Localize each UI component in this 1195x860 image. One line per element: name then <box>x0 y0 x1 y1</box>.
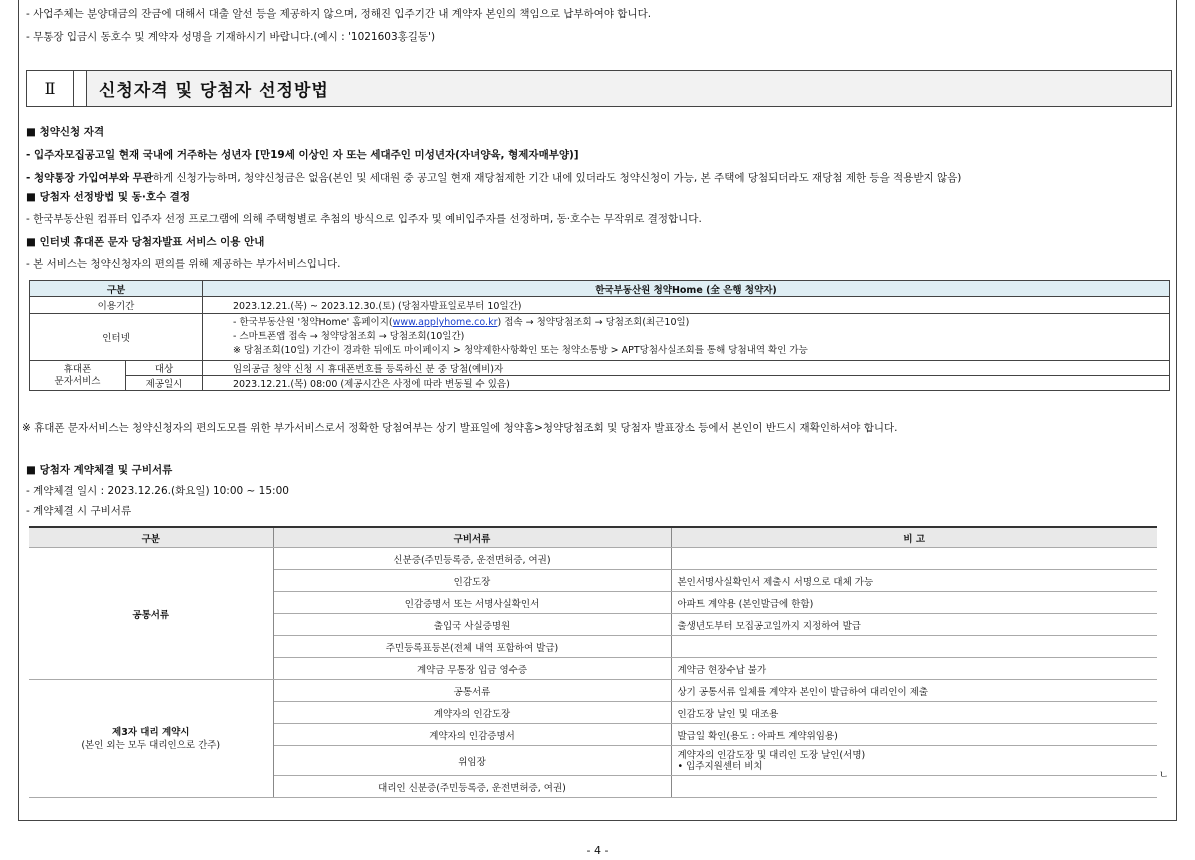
announcement-table-header <box>30 281 1170 297</box>
document-cell: 계약자의 인감도장 <box>273 702 671 724</box>
sms-note: ※ 휴대폰 문자서비스는 청약신청자의 편의도모를 위한 부가서비스로서 정확한 당첨여부는 상기 발표일에 청약홈>청약당첨조회 및 당첨자 발표장소 등에서 본인이 반드시 재확인하셔야 합니다. <box>22 422 898 434</box>
group-common: 공통서류 <box>29 548 273 680</box>
internet-heading: ■ 인터넷 휴대폰 문자 당첨자발표 서비스 이용 안내 <box>26 236 265 248</box>
remark-proxy-seal: 계약자의 인감도장 및 대리인 도장 날인(서명) <box>677 749 866 761</box>
remark-cell: 아파트 계약용 (본인발급에 한함) <box>671 592 1157 614</box>
internet-line-app: - 스마트폰앱 접속 → 청약당첨조회 → 당첨조회(10일간) <box>233 331 465 342</box>
target-value: 임의공급 청약 신청 시 휴대폰번호를 등록하신 분 중 당첨(예비)자 <box>203 361 1170 376</box>
document-cell: 계약금 무통장 입금 영수증 <box>273 658 671 680</box>
section-title: 신청자격 및 당첨자 선정방법 <box>99 81 329 101</box>
document-cell: 위임장 <box>273 746 671 776</box>
document-cell: 주민등록표등본(전체 내역 포함하여 발급) <box>273 636 671 658</box>
internet-label: 인터넷 <box>30 314 203 361</box>
remark-cell: 인감도장 날인 및 대조용 <box>671 702 1157 724</box>
note-deposit: - 무통장 입금시 동호수 및 계약자 성명을 기재하시기 바랍니다.(예시 : '1021603홍길동') <box>26 31 436 43</box>
announcement-table <box>29 280 1170 391</box>
remark-cell: 출생년도부터 모집공고일까지 지정하여 발급 <box>671 614 1157 636</box>
header-category: 구분 <box>29 527 273 548</box>
period-label: 이용기간 <box>30 297 203 314</box>
header-documents: 구비서류 <box>273 527 671 548</box>
qualification-line2 <box>26 170 961 185</box>
corner-mark: ㄴ <box>1159 770 1169 781</box>
remark-cell <box>671 746 1157 776</box>
contract-docs-label: - 계약체결 시 구비서류 <box>26 505 132 517</box>
remark-cell: 상기 공통서류 일체를 계약자 본인이 발급하여 대리인이 제출 <box>671 680 1157 702</box>
selection-heading: ■ 당첨자 선정방법 및 동·호수 결정 <box>26 191 191 203</box>
row-internet <box>30 314 1170 361</box>
qualification-line2-rest: 하게 신청가능하며, 청약신청금은 없음(본인 및 세대원 중 공고일 현재 재당첨제한 기간 내에 있더라도 청약신청이 가능, 본 주택에 당첨되더라도 재당첨 제한 등을 적용받지 않음) <box>152 172 962 184</box>
group-proxy-sub: (본인 외는 모두 대리인으로 간주) <box>81 739 221 751</box>
documents-table-header <box>29 527 1157 548</box>
section-header <box>26 70 1172 107</box>
contract-heading: ■ 당첨자 계약체결 및 구비서류 <box>26 464 173 476</box>
date-label: 제공일시 <box>126 376 203 391</box>
document-cell: 출입국 사실증명원 <box>273 614 671 636</box>
document-cell: 신분증(주민등록증, 운전면허증, 여권) <box>273 548 671 570</box>
selection-line: - 한국부동산원 컴퓨터 입주자 선정 프로그램에 의해 주택형별로 추첨의 방식으로 입주자 및 예비입주자를 선정하며, 동·호수는 무작위로 결정합니다. <box>26 213 702 225</box>
document-cell: 공통서류 <box>273 680 671 702</box>
group-proxy <box>29 680 273 798</box>
header-applyhome: 한국부동산원 청약Home (全 은행 청약자) <box>203 281 1170 297</box>
group-proxy-title: 제3자 대리 계약시 <box>112 726 190 738</box>
sms-label: 휴대폰 문자서비스 <box>30 361 126 391</box>
document-cell: 인감증명서 또는 서명사실확인서 <box>273 592 671 614</box>
remark-cell <box>671 636 1157 658</box>
row-period <box>30 297 1170 314</box>
documents-table <box>29 526 1157 798</box>
remark-cell <box>671 548 1157 570</box>
remark-cell: 본인서명사실확인서 제출시 서명으로 대체 가능 <box>671 570 1157 592</box>
qualification-line2-bold: - 청약통장 가입여부와 무관 <box>26 172 153 184</box>
qualification-line1: - 입주자모집공고일 현재 국내에 거주하는 성년자 [만19세 이상인 자 또는 세대주인 미성년자(자녀양육, 형제자매부양)] <box>26 149 579 161</box>
target-label: 대상 <box>126 361 203 376</box>
note-balance: - 사업주체는 분양대금의 잔금에 대해서 대출 알선 등을 제공하지 않으며, 정해진 입주기간 내 계약자 본인의 책임으로 납부하여야 합니다. <box>26 8 652 20</box>
period-value: 2023.12.21.(목) ~ 2023.12.30.(토) (당첨자발표일로부터 10일간) <box>203 297 1170 314</box>
header-remarks: 비 고 <box>671 527 1157 548</box>
table-row <box>29 548 1157 570</box>
internet-value <box>203 314 1170 361</box>
contract-datetime: - 계약체결 일시 : 2023.12.26.(화요일) 10:00 ~ 15:00 <box>26 485 289 497</box>
internet-line-homepage: - 한국부동산원 '청약Home' 홈페이지(www.applyhome.co.kr) 접속 → 청약당첨조회 → 당첨조회(최근10일) <box>233 317 690 328</box>
section-number: Ⅱ <box>27 71 74 106</box>
header-category: 구분 <box>30 281 203 297</box>
row-sms-target <box>30 361 1170 376</box>
page-number: - 4 - <box>586 844 609 857</box>
remark-cell: 계약금 현장수납 불가 <box>671 658 1157 680</box>
internet-line-mypage: ※ 당첨조회(10일) 기간이 경과한 뒤에도 마이페이지 > 청약제한사항확인 또는 청약소통방 > APT당첨사실조회를 통해 당첨내역 확인 가능 <box>233 345 808 356</box>
document-cell: 계약자의 인감증명서 <box>273 724 671 746</box>
internet-line: - 본 서비스는 청약신청자의 편의를 위해 제공하는 부가서비스입니다. <box>26 258 341 270</box>
table-row <box>29 680 1157 702</box>
row-sms-date <box>30 376 1170 391</box>
section-divider <box>74 71 87 106</box>
document-cell: 대리인 신분증(주민등록증, 운전면허증, 여권) <box>273 776 671 798</box>
remark-overlap-note: • 입주지원센터 비치 <box>677 760 763 772</box>
qualification-heading: ■ 청약신청 자격 <box>26 126 105 138</box>
document-cell: 인감도장 <box>273 570 671 592</box>
remark-cell: 발급일 확인(용도 : 아파트 계약위임용) <box>671 724 1157 746</box>
applyhome-link[interactable]: www.applyhome.co.kr <box>392 317 498 328</box>
date-value: 2023.12.21.(목) 08:00 (제공시간은 사정에 따라 변동될 수 있음) <box>203 376 1170 391</box>
remark-cell <box>671 776 1157 798</box>
